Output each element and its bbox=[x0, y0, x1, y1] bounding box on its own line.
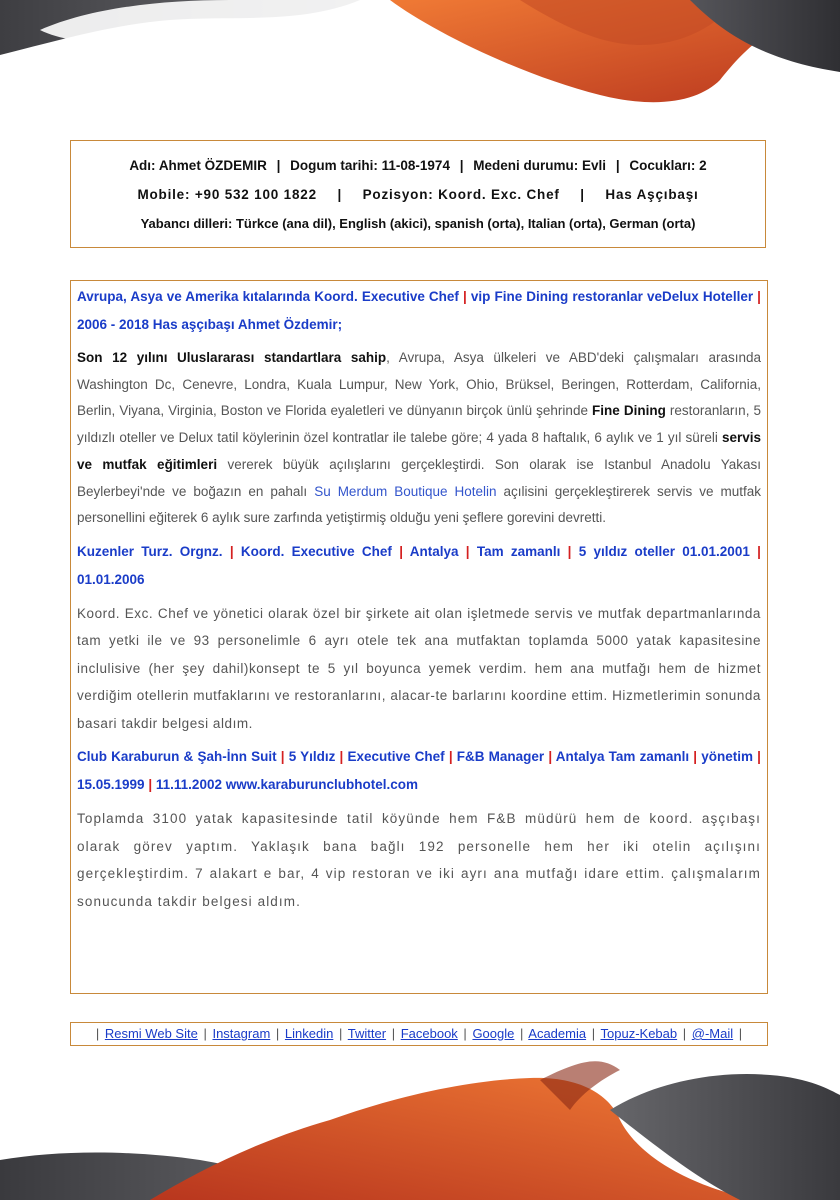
languages-value: Türkce (ana dil), English (akici), spanish (orta), Italian (orta), German (orta) bbox=[235, 216, 696, 231]
section-1-heading: Avrupa, Asya ve Amerika kıtalarında Koord. Executive Chef | vip Fine Dining restoranlar veDelux Hoteller | 2006 - 2018 Has aşçıbaşı Ahmet Özdemir; bbox=[77, 289, 761, 332]
mobile-value: +90 532 100 1822 bbox=[194, 187, 317, 202]
section-1-paragraph: Son 12 yılını Uluslararası standartlara sahip, Avrupa, Asya ülkeleri ve ABD'deki çalışmaları arasında Washington Dc, Cenevre, Londra, Kuala Lumpur, New York, Ohio, Brüksel, Beringen, Rotterdam, California, Berlin, Viyana, Virginia, Boston ve Florida eyaletleri ve dünyanın birçok ünlü şehrinde Fine Dining restoranların, 5 yıldızlı oteller ve Delux tatil köylerinin özel kontratlar ile talebe göre; 4 yada 8 haftalık, 6 aylık ve 1 yıl süreli servis ve mutfak eğitimleri vererek büyük açılışlarını gerçekleştirdi. Son olarak ise Istanbul Anadolu Yakası Beylerbeyi'nde ve boğazın en pahalı Su Merdum Boutique Hotelin açılisini gerçekleştirerek servis ve mutfak personellini eğiterek 6 aylık sure zarfında yetiştirmiş olduğu yeni şeflere gorevini devretti. bbox=[77, 350, 762, 526]
name-label: Adı: bbox=[129, 158, 156, 173]
section-3-paragraph: Toplamda 3100 yatak kapasitesinde tatil köyünde hem F&B müdürü hem de koord. aşçıbaşı olarak görev yaptım. Yaklaşık bana bağlı 192 personelle hem her iki otelin açılışını gerçekleştirdim. 7 alakart e bar, 4 vip restoran ve iki ayrı ana mutfağı idare ettim. çalışmalarım sonucunda takdir belgesi aldım. bbox=[77, 811, 761, 909]
info-line-2: Mobile: +90 532 100 1822 | Pozisyon: Koord. Exc. Chef | Has Aşçıbaşı bbox=[137, 187, 699, 202]
karaburun-website-link[interactable]: 11.11.2002 www.karaburunclubhotel.com bbox=[155, 777, 418, 793]
children-value: 2 bbox=[699, 158, 707, 173]
footer-links-bar: | Resmi Web Site | Instagram | Linkedin | Twitter | Facebook | Google | Academia | Topuz-Kebab | @-Mail | bbox=[70, 1022, 768, 1046]
section-2-paragraph: Koord. Exc. Chef ve yönetici olarak özel bir şirkete ait olan işletmede servis ve mutfak departmanlarında tam yetki ile ve 93 personelimle 6 ayrı otele tek ana mutfaktan toplamda 5000 yatak kapasitesine inclulisive (her şey dahil)konsept te 5 yıl boyunca yemek verdim. hem ana mutfağı hem de hizmet verdiğim otellerin mutfaklarını ve restoranlarını, alacar-te barlarını koordine ettim. Hizmetlerimin sonunda basari takdir belgesi aldım. bbox=[77, 605, 761, 731]
bottom-ribbon-decoration bbox=[0, 1050, 840, 1200]
position-label: Pozisyon: bbox=[362, 187, 434, 202]
marital-value: Evli bbox=[582, 158, 607, 173]
section-3-heading: Club Karaburun & Şah-İnn Suit | 5 Yıldız | Executive Chef | F&B Manager | Antalya Tam zamanlı | yönetim | 15.05.1999 | 11.11.2002 www.karaburunclubhotel.com bbox=[77, 749, 761, 793]
footer-link-website[interactable]: Resmi Web Site bbox=[104, 1026, 198, 1041]
position-extra: Has Aşçıbaşı bbox=[605, 187, 699, 202]
footer-link-topuz-kebab[interactable]: Topuz-Kebab bbox=[600, 1026, 678, 1041]
footer-link-instagram[interactable]: Instagram bbox=[212, 1026, 271, 1041]
section-2-heading: Kuzenler Turz. Orgnz. | Koord. Executive Chef | Antalya | Tam zamanlı | 5 yıldız oteller 01.01.2001 | 01.01.2006 bbox=[77, 543, 761, 587]
children-label: Cocukları: bbox=[629, 158, 696, 173]
info-line-3 bbox=[81, 209, 755, 238]
top-ribbon-decoration bbox=[0, 0, 840, 120]
mobile-label: Mobile: bbox=[137, 187, 191, 202]
footer-link-facebook[interactable]: Facebook bbox=[400, 1026, 458, 1041]
position-value: Koord. Exc. Chef bbox=[438, 187, 560, 202]
languages-label: Yabancı dilleri: bbox=[140, 216, 233, 231]
marital-label: Medeni durumu: bbox=[473, 158, 579, 173]
footer-link-linkedin[interactable]: Linkedin bbox=[284, 1026, 334, 1041]
name-value: Ahmet ÖZDEMIR bbox=[158, 158, 267, 173]
experience-box bbox=[70, 280, 768, 994]
personal-info-box bbox=[70, 140, 766, 248]
su-merdum-hotel-link[interactable]: Su Merdum Boutique Hotelin bbox=[314, 483, 497, 499]
footer-link-academia[interactable]: Academia bbox=[528, 1026, 587, 1041]
info-line-1: Adı: Ahmet ÖZDEMIR | Dogum tarihi: 11-08-1974 | Medeni durumu: Evli | Cocukları: 2 bbox=[129, 158, 707, 173]
footer-link-twitter[interactable]: Twitter bbox=[347, 1026, 387, 1041]
footer-link-email[interactable]: @-Mail bbox=[691, 1026, 734, 1041]
footer-link-google[interactable]: Google bbox=[472, 1026, 515, 1041]
birth-value: 11-08-1974 bbox=[381, 158, 450, 173]
birth-label: Dogum tarihi: bbox=[290, 158, 378, 173]
